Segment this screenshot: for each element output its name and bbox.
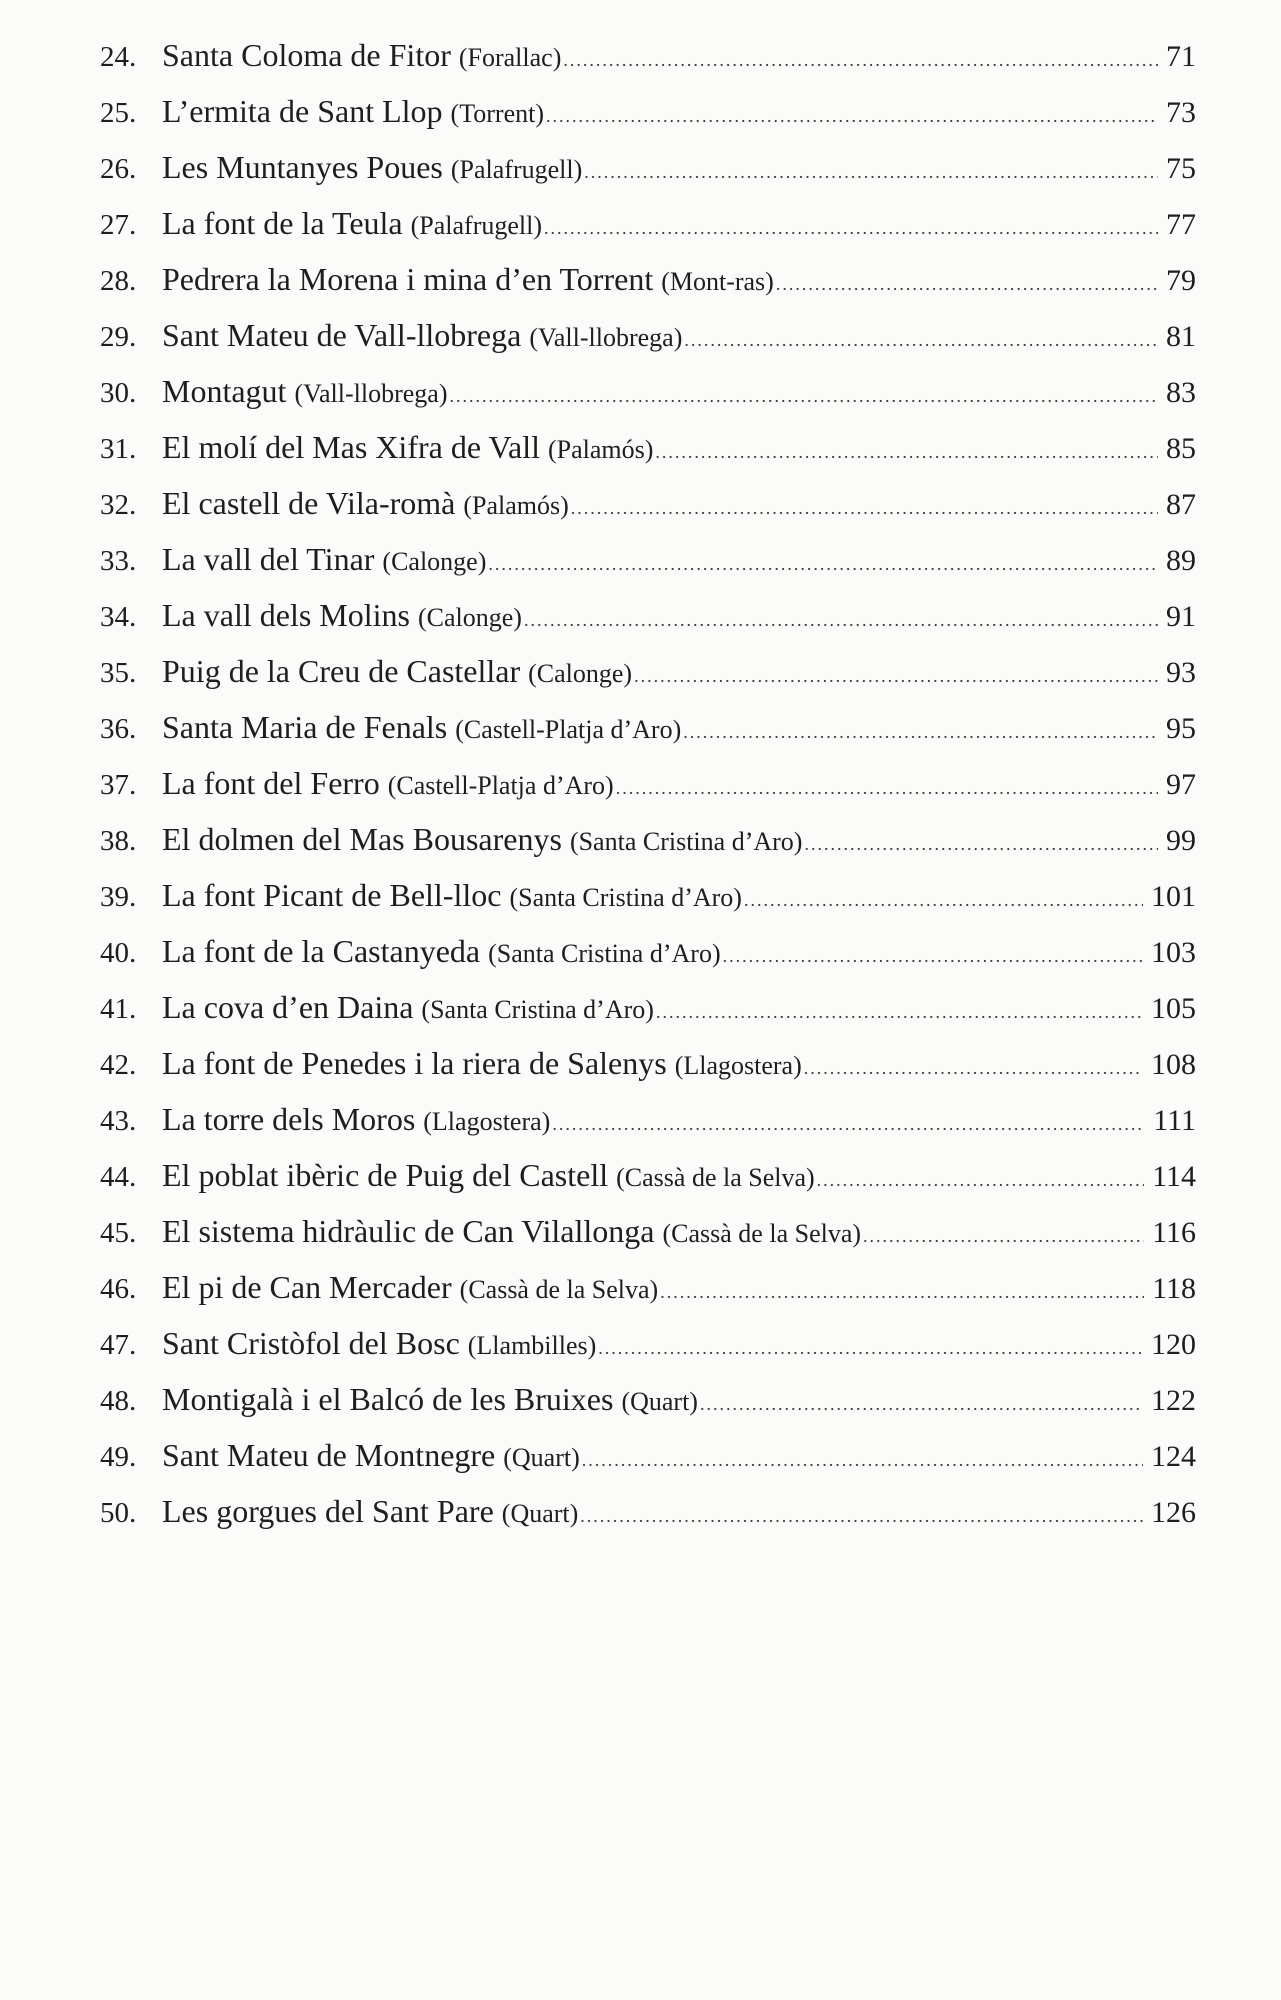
entry-place: (Santa Cristina d’Aro) (421, 995, 654, 1024)
entry-number: 29. (100, 321, 137, 353)
toc-entry (100, 1427, 1196, 1483)
dot-leader (580, 1488, 1143, 1544)
entry-place: (Calonge) (528, 659, 633, 688)
entry-page-number: 101 (1151, 880, 1196, 913)
toc-entry (100, 1371, 1196, 1427)
entry-place: (Calonge) (382, 547, 487, 576)
entry-title: Santa Coloma de Fitor (162, 37, 451, 73)
toc-entry (100, 867, 1196, 923)
entry-title: La cova d’en Daina (162, 989, 414, 1025)
dot-leader (571, 480, 1158, 536)
entry-title: La font Picant de Bell-lloc (162, 877, 502, 913)
entry-page-number: 81 (1166, 320, 1196, 353)
entry-title: Pedrera la Morena i mina d’en Torrent (162, 261, 654, 297)
toc-entry (100, 1091, 1196, 1147)
entry-number: 32. (100, 489, 137, 521)
table-of-contents (100, 27, 1196, 1539)
toc-entry (100, 27, 1196, 83)
entry-number: 33. (100, 545, 137, 577)
entry-place: (Mont-ras) (661, 267, 774, 296)
entry-page-number: 122 (1151, 1384, 1196, 1417)
entry-page-number: 87 (1166, 488, 1196, 521)
toc-entry (100, 587, 1196, 643)
entry-place: (Llagostera) (423, 1107, 551, 1136)
entry-title: Santa Maria de Fenals (162, 709, 448, 745)
entry-page-number: 120 (1151, 1328, 1196, 1361)
dot-leader (684, 312, 1158, 368)
entry-page-number: 97 (1166, 768, 1196, 801)
toc-entry (100, 251, 1196, 307)
toc-entry (100, 1483, 1196, 1539)
entry-place: (Cassà de la Selva) (662, 1219, 862, 1248)
toc-entry (100, 1035, 1196, 1091)
entry-number: 35. (100, 657, 137, 689)
toc-entry (100, 1203, 1196, 1259)
entry-title: Les gorgues del Sant Pare (162, 1493, 494, 1529)
entry-number: 26. (100, 153, 137, 185)
entry-title: Sant Cristòfol del Bosc (162, 1325, 460, 1361)
entry-page-number: 71 (1166, 40, 1196, 73)
dot-leader (584, 144, 1158, 200)
entry-number: 45. (100, 1217, 137, 1249)
entry-number: 27. (100, 209, 137, 241)
entry-title: La font de la Teula (162, 205, 403, 241)
entry-title: El pi de Can Mercader (162, 1269, 452, 1305)
dot-leader (683, 704, 1158, 760)
dot-leader (655, 424, 1158, 480)
entry-place: (Santa Cristina d’Aro) (488, 939, 721, 968)
toc-entry (100, 363, 1196, 419)
entry-number: 24. (100, 41, 137, 73)
dot-leader (546, 88, 1158, 144)
entry-page-number: 93 (1166, 656, 1196, 689)
toc-entry (100, 475, 1196, 531)
entry-place: (Castell-Platja d’Aro) (387, 771, 614, 800)
entry-page-number: 89 (1166, 544, 1196, 577)
entry-page-number: 79 (1166, 264, 1196, 297)
entry-page-number: 103 (1151, 936, 1196, 969)
dot-leader (598, 1320, 1143, 1376)
entry-page-number: 99 (1166, 824, 1196, 857)
entry-place: (Santa Cristina d’Aro) (569, 827, 803, 856)
entry-page-number: 124 (1151, 1440, 1196, 1473)
entry-place: (Llagostera) (674, 1051, 802, 1080)
toc-entry (100, 419, 1196, 475)
entry-page-number: 105 (1151, 992, 1196, 1025)
entry-page-number: 118 (1152, 1272, 1196, 1305)
entry-title: Montigalà i el Balcó de les Bruixes (162, 1381, 614, 1417)
entry-place: (Vall-llobrega) (294, 379, 448, 408)
entry-page-number: 73 (1166, 96, 1196, 129)
entry-title: Sant Mateu de Vall-llobrega (162, 317, 522, 353)
entry-number: 46. (100, 1273, 137, 1305)
toc-entry (100, 979, 1196, 1035)
entry-place: (Quart) (501, 1499, 579, 1528)
toc-entry (100, 1315, 1196, 1371)
dot-leader (660, 1264, 1144, 1320)
toc-entry (100, 643, 1196, 699)
dot-leader (563, 32, 1158, 88)
toc-entry (100, 699, 1196, 755)
entry-page-number: 95 (1166, 712, 1196, 745)
dot-leader (700, 1376, 1143, 1432)
entry-number: 40. (100, 937, 137, 969)
entry-number: 41. (100, 993, 137, 1025)
entry-place: (Cassà de la Selva) (616, 1163, 815, 1192)
entry-place: (Forallac) (458, 43, 562, 72)
entry-number: 34. (100, 601, 137, 633)
entry-title: La vall del Tinar (162, 541, 375, 577)
toc-entry (100, 923, 1196, 979)
entry-number: 49. (100, 1441, 137, 1473)
entry-place: (Palamós) (548, 435, 654, 464)
dot-leader (804, 816, 1158, 872)
entry-number: 48. (100, 1385, 137, 1417)
entry-number: 30. (100, 377, 137, 409)
entry-title: Montagut (162, 373, 287, 409)
entry-page-number: 116 (1152, 1216, 1196, 1249)
entry-page-number: 91 (1166, 600, 1196, 633)
entry-place: (Torrent) (450, 99, 544, 128)
entry-page-number: 114 (1152, 1160, 1196, 1193)
entry-number: 28. (100, 265, 137, 297)
toc-entry (100, 755, 1196, 811)
entry-title: El dolmen del Mas Bousarenys (162, 821, 562, 857)
entry-place: (Quart) (503, 1443, 580, 1472)
dot-leader (524, 592, 1158, 648)
toc-entry (100, 1147, 1196, 1203)
entry-title: Les Muntanyes Poues (162, 149, 443, 185)
entry-title: La vall dels Molins (162, 597, 410, 633)
toc-entry (100, 531, 1196, 587)
dot-leader (634, 648, 1158, 704)
entry-number: 31. (100, 433, 137, 465)
toc-entry (100, 83, 1196, 139)
entry-page-number: 108 (1151, 1048, 1196, 1081)
entry-place: (Calonge) (417, 603, 522, 632)
entry-page-number: 77 (1166, 208, 1196, 241)
entry-title: Puig de la Creu de Castellar (162, 653, 521, 689)
entry-page-number: 85 (1166, 432, 1196, 465)
toc-entry (100, 1259, 1196, 1315)
entry-place: (Cassà de la Selva) (459, 1275, 659, 1304)
entry-place: (Quart) (621, 1387, 698, 1416)
dot-leader (616, 760, 1158, 816)
toc-entry (100, 811, 1196, 867)
dot-leader (656, 984, 1143, 1040)
entry-place: (Palamós) (463, 491, 569, 520)
entry-title: Sant Mateu de Montnegre (162, 1437, 496, 1473)
entry-title: La font de Penedes i la riera de Salenys (162, 1045, 667, 1081)
entry-number: 47. (100, 1329, 137, 1361)
dot-leader (804, 1040, 1143, 1096)
dot-leader (817, 1152, 1144, 1208)
entry-page-number: 111 (1153, 1104, 1196, 1137)
entry-number: 43. (100, 1105, 137, 1137)
dot-leader (449, 368, 1158, 424)
entry-title: La font de la Castanyeda (162, 933, 481, 969)
entry-place: (Palafrugell) (410, 211, 543, 240)
entry-title: L’ermita de Sant Llop (162, 93, 443, 129)
entry-number: 38. (100, 825, 137, 857)
entry-number: 42. (100, 1049, 137, 1081)
entry-number: 37. (100, 769, 137, 801)
dot-leader (488, 536, 1158, 592)
entry-page-number: 83 (1166, 376, 1196, 409)
entry-title: El sistema hidràulic de Can Vilallonga (162, 1213, 655, 1249)
entry-place: (Castell-Platja d’Aro) (455, 715, 682, 744)
toc-entry (100, 195, 1196, 251)
entry-number: 44. (100, 1161, 137, 1193)
entry-title: El poblat ibèric de Puig del Castell (162, 1157, 609, 1193)
dot-leader (744, 872, 1143, 928)
dot-leader (776, 256, 1158, 312)
entry-place: (Santa Cristina d’Aro) (509, 883, 742, 912)
entry-number: 39. (100, 881, 137, 913)
dot-leader (863, 1208, 1144, 1264)
toc-entry (100, 307, 1196, 363)
dot-leader (723, 928, 1143, 984)
entry-number: 50. (100, 1497, 137, 1529)
entry-number: 25. (100, 97, 137, 129)
entry-place: (Vall-llobrega) (529, 323, 683, 352)
dot-leader (582, 1432, 1143, 1488)
entry-number: 36. (100, 713, 137, 745)
toc-entry (100, 139, 1196, 195)
entry-title: El molí del Mas Xifra de Vall (162, 429, 540, 465)
entry-page-number: 75 (1166, 152, 1196, 185)
dot-leader (544, 200, 1158, 256)
entry-title: La font del Ferro (162, 765, 380, 801)
entry-place: (Llambilles) (467, 1331, 597, 1360)
entry-page-number: 126 (1151, 1496, 1196, 1529)
entry-title: El castell de Vila-romà (162, 485, 456, 521)
entry-place: (Palafrugell) (450, 155, 583, 184)
entry-title: La torre dels Moros (162, 1101, 416, 1137)
dot-leader (552, 1096, 1145, 1152)
